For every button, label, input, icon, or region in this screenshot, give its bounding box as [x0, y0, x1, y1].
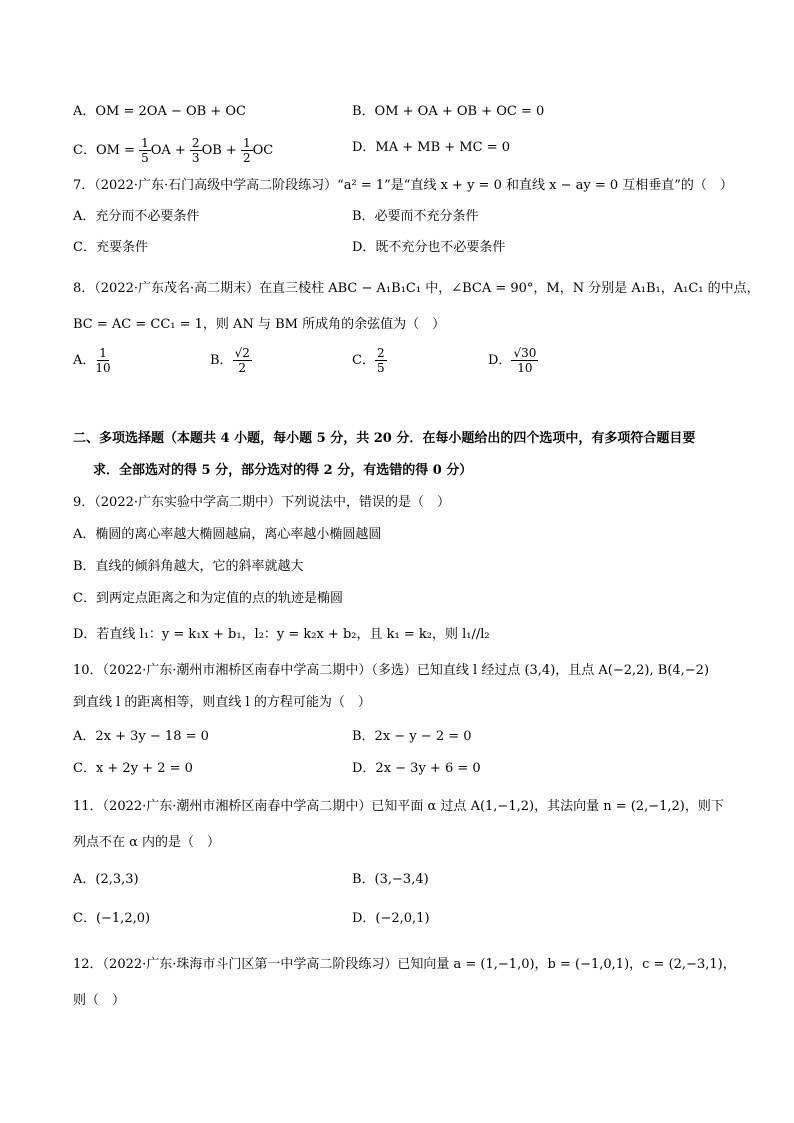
- q9-stem: 9．（2022·广东实验中学高二期中）下列说法中，错误的是（ ）: [73, 495, 450, 510]
- q7-option-b: B．必要而不充分条件: [352, 209, 479, 224]
- q7-option-c: C．充要条件: [73, 240, 148, 255]
- q6-c-frac2: $\frac{2}{3}$: [191, 136, 200, 165]
- q11-option-b: B．(3,−3,4): [352, 872, 429, 887]
- q9-option-a: A．椭圆的离心率越大椭圆越扁，离心率越小椭圆越圆: [73, 527, 382, 542]
- q10-option-d: D．2x − 3y + 6 = 0: [352, 761, 481, 776]
- q6-option-d: D．MA + MB + MC = 0: [352, 140, 510, 155]
- section2-heading-line1: 二、多项选择题（本题共 4 小题，每小题 5 分，共 20 分．在每小题给出的四个选项中，有多项符合题目要: [73, 431, 696, 446]
- q8-option-d: D． $\frac{√30}{10}$: [488, 346, 537, 375]
- q9-option-c: C．到两定点距离之和为定值的点的轨迹是椭圆: [73, 591, 343, 606]
- q7-stem: 7．（2022·广东·石门高级中学高二阶段练习）“a² = 1”是“直线 x + y = 0 和直线 x − ay = 0 互相垂直”的（ ）: [73, 178, 733, 193]
- q11-option-d: D．(−2,0,1): [352, 911, 430, 926]
- q12-stem-line1: 12．（2022·广东·珠海市斗门区第一中学高二阶段练习）已知向量 a = (1,−1,0)，b = (−1,0,1)，c = (2,−3,1)，: [73, 957, 736, 972]
- q12-stem-line2: 则（ ）: [73, 993, 126, 1008]
- q6-c-frac1: $\frac{1}{5}$: [141, 136, 149, 165]
- q9-option-b: B．直线的倾斜角越大，它的斜率就越大: [73, 559, 304, 574]
- q9-option-d: D．若直线 l₁：y = k₁x + b₁，l₂：y = k₂x + b₂，且 k₁ = k₂，则 l₁//l₂: [73, 627, 490, 642]
- q10-option-c: C．x + 2y + 2 = 0: [73, 761, 193, 776]
- q6-option-b: B．OM + OA + OB + OC = 0: [352, 104, 545, 119]
- q10-stem-line2: 到直线 l 的距离相等，则直线 l 的方程可能为（ ）: [73, 695, 371, 710]
- q11-stem-line1: 11．（2022·广东·潮州市湘桥区南春中学高二期中）已知平面 α 过点 A(1,−1,2)，其法向量 n = (2,−1,2)，则下: [73, 799, 724, 814]
- q10-option-a: A．2x + 3y − 18 = 0: [73, 729, 209, 744]
- q11-stem-line2: 列点不在 α 内的是（ ）: [73, 835, 221, 850]
- q8-option-a: A． $\frac{1}{10}$: [73, 346, 111, 375]
- q7-option-a: A．充分而不必要条件: [73, 209, 200, 224]
- q8-stem-line2: BC = AC = CC₁ = 1，则 AN 与 BM 所成角的余弦值为（ ）: [73, 317, 446, 332]
- q7-option-d: D．既不充分也不必要条件: [352, 240, 506, 255]
- q6-c-prefix: C．OM =: [73, 143, 140, 158]
- q8-option-c: C． $\frac{2}{5}$: [352, 346, 385, 375]
- q11-option-a: A．(2,3,3): [73, 872, 139, 887]
- q10-option-b: B．2x − y − 2 = 0: [352, 729, 472, 744]
- q8-option-b: B． $\frac{√2}{2}$: [210, 346, 250, 375]
- q8-stem-line1: 8．（2022·广东茂名·高二期末）在直三棱柱 ABC − A₁B₁C₁ 中，∠BCA = 90°，M，N 分别是 A₁B₁，A₁C₁ 的中点，: [73, 281, 760, 296]
- q6-option-c: C．OM = $\frac{1}{5}$ OA + $\frac{2}{3}$ OB + $\frac{1}{2}$ OC: [73, 136, 274, 165]
- section2-heading-line2: 求．全部选对的得 5 分，部分选对的得 2 分，有选错的得 0 分）: [93, 463, 473, 478]
- q11-option-c: C．(−1,2,0): [73, 911, 151, 926]
- q10-stem-line1: 10．（2022·广东·潮州市湘桥区南春中学高二期中）（多选）已知直线 l 经过点 (3,4)，且点 A(−2,2), B(4,−2): [73, 663, 710, 678]
- q6-c-frac3: $\frac{1}{2}$: [242, 136, 251, 165]
- q6-option-a: A．OM = 2OA − OB + OC: [73, 104, 246, 119]
